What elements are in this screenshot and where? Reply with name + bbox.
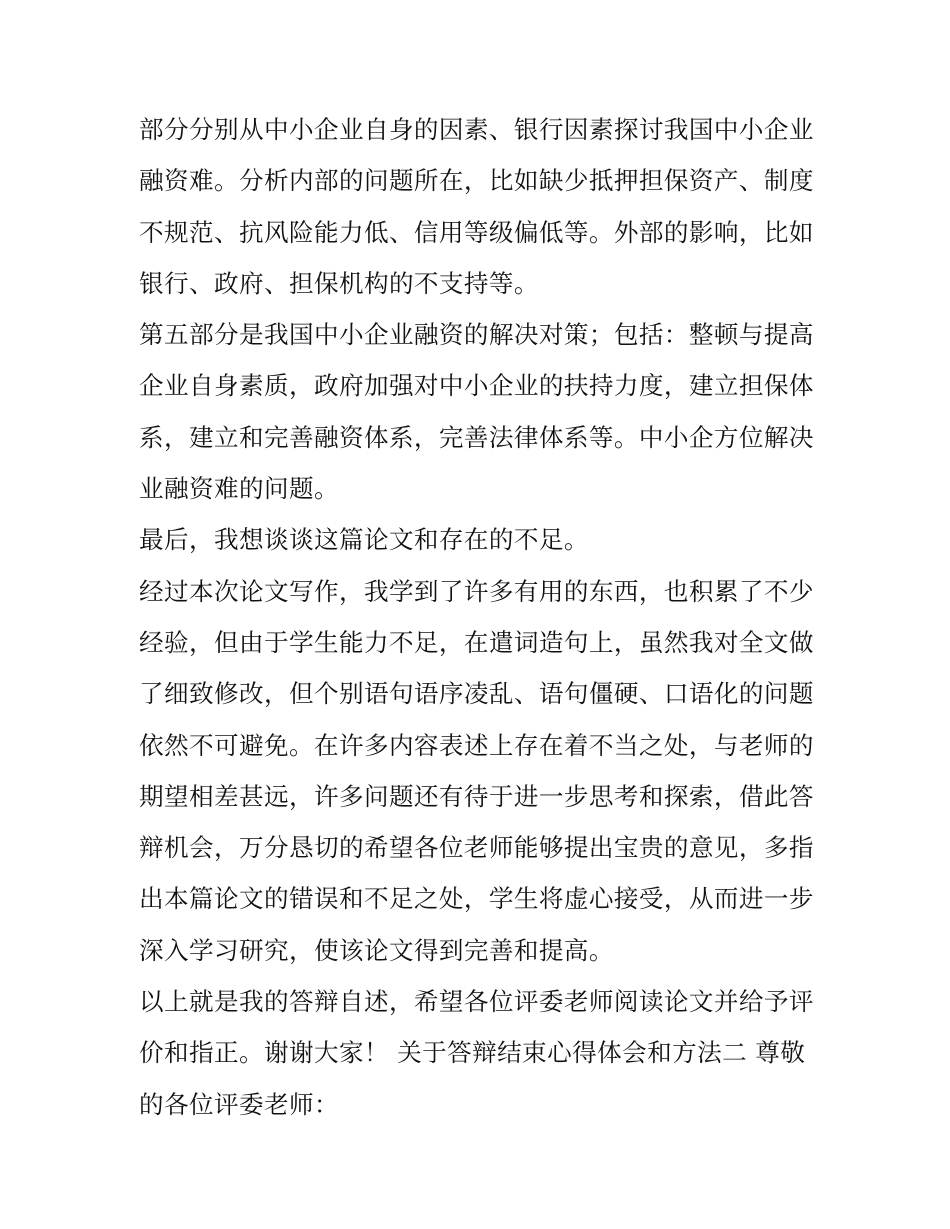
text-line: 了细致修改，但个别语句语序凌乱、语句僵硬、口语化的问题 — [139, 679, 814, 709]
text-line: 深入学习研究，使该论文得到完善和提高。 — [139, 935, 614, 965]
text-line: 辩机会，万分恳切的希望各位老师能够提出宝贵的意见，多指 — [139, 833, 814, 863]
text-line: 依然不可避免。在许多内容表述上存在着不当之处，与老师的 — [139, 730, 814, 760]
text-line: 的各位评委老师： — [139, 1089, 339, 1119]
text-line: 经验，但由于学生能力不足，在遣词造句上，虽然我对全文做 — [139, 627, 814, 657]
text-line: 出本篇论文的错误和不足之处，学生将虚心接受，从而进一步 — [139, 884, 814, 914]
text-line: 经过本次论文写作，我学到了许多有用的东西，也积累了不少 — [139, 576, 814, 606]
text-line: 最后，我想谈谈这篇论文和存在的不足。 — [139, 525, 589, 555]
text-line: 第五部分是我国中小企业融资的解决对策；包括：整顿与提高 — [139, 320, 814, 350]
text-line: 系，建立和完善融资体系，完善法律体系等。中小企方位解决 — [139, 422, 814, 452]
text-line: 部分分别从中小企业自身的因素、银行因素探讨我国中小企业 — [139, 115, 814, 144]
text-line: 价和指正。谢谢大家！ 关于答辩结束心得体会和方法二 尊敬 — [139, 1038, 806, 1068]
text-line: 以上就是我的答辩自述，希望各位评委老师阅读论文并给予评 — [139, 987, 814, 1017]
text-line: 业融资难的问题。 — [139, 474, 339, 504]
text-line: 融资难。分析内部的问题所在，比如缺少抵押担保资产、制度 — [139, 166, 814, 196]
text-line: 银行、政府、担保机构的不支持等。 — [139, 268, 539, 298]
text-line: 期望相差甚远，许多问题还有待于进一步思考和探索，借此答 — [139, 781, 814, 811]
text-line: 不规范、抗风险能力低、信用等级偏低等。外部的影响，比如 — [139, 217, 814, 247]
text-line: 企业自身素质，政府加强对中小企业的扶持力度，建立担保体 — [139, 371, 814, 401]
document-body — [139, 104, 819, 1130]
